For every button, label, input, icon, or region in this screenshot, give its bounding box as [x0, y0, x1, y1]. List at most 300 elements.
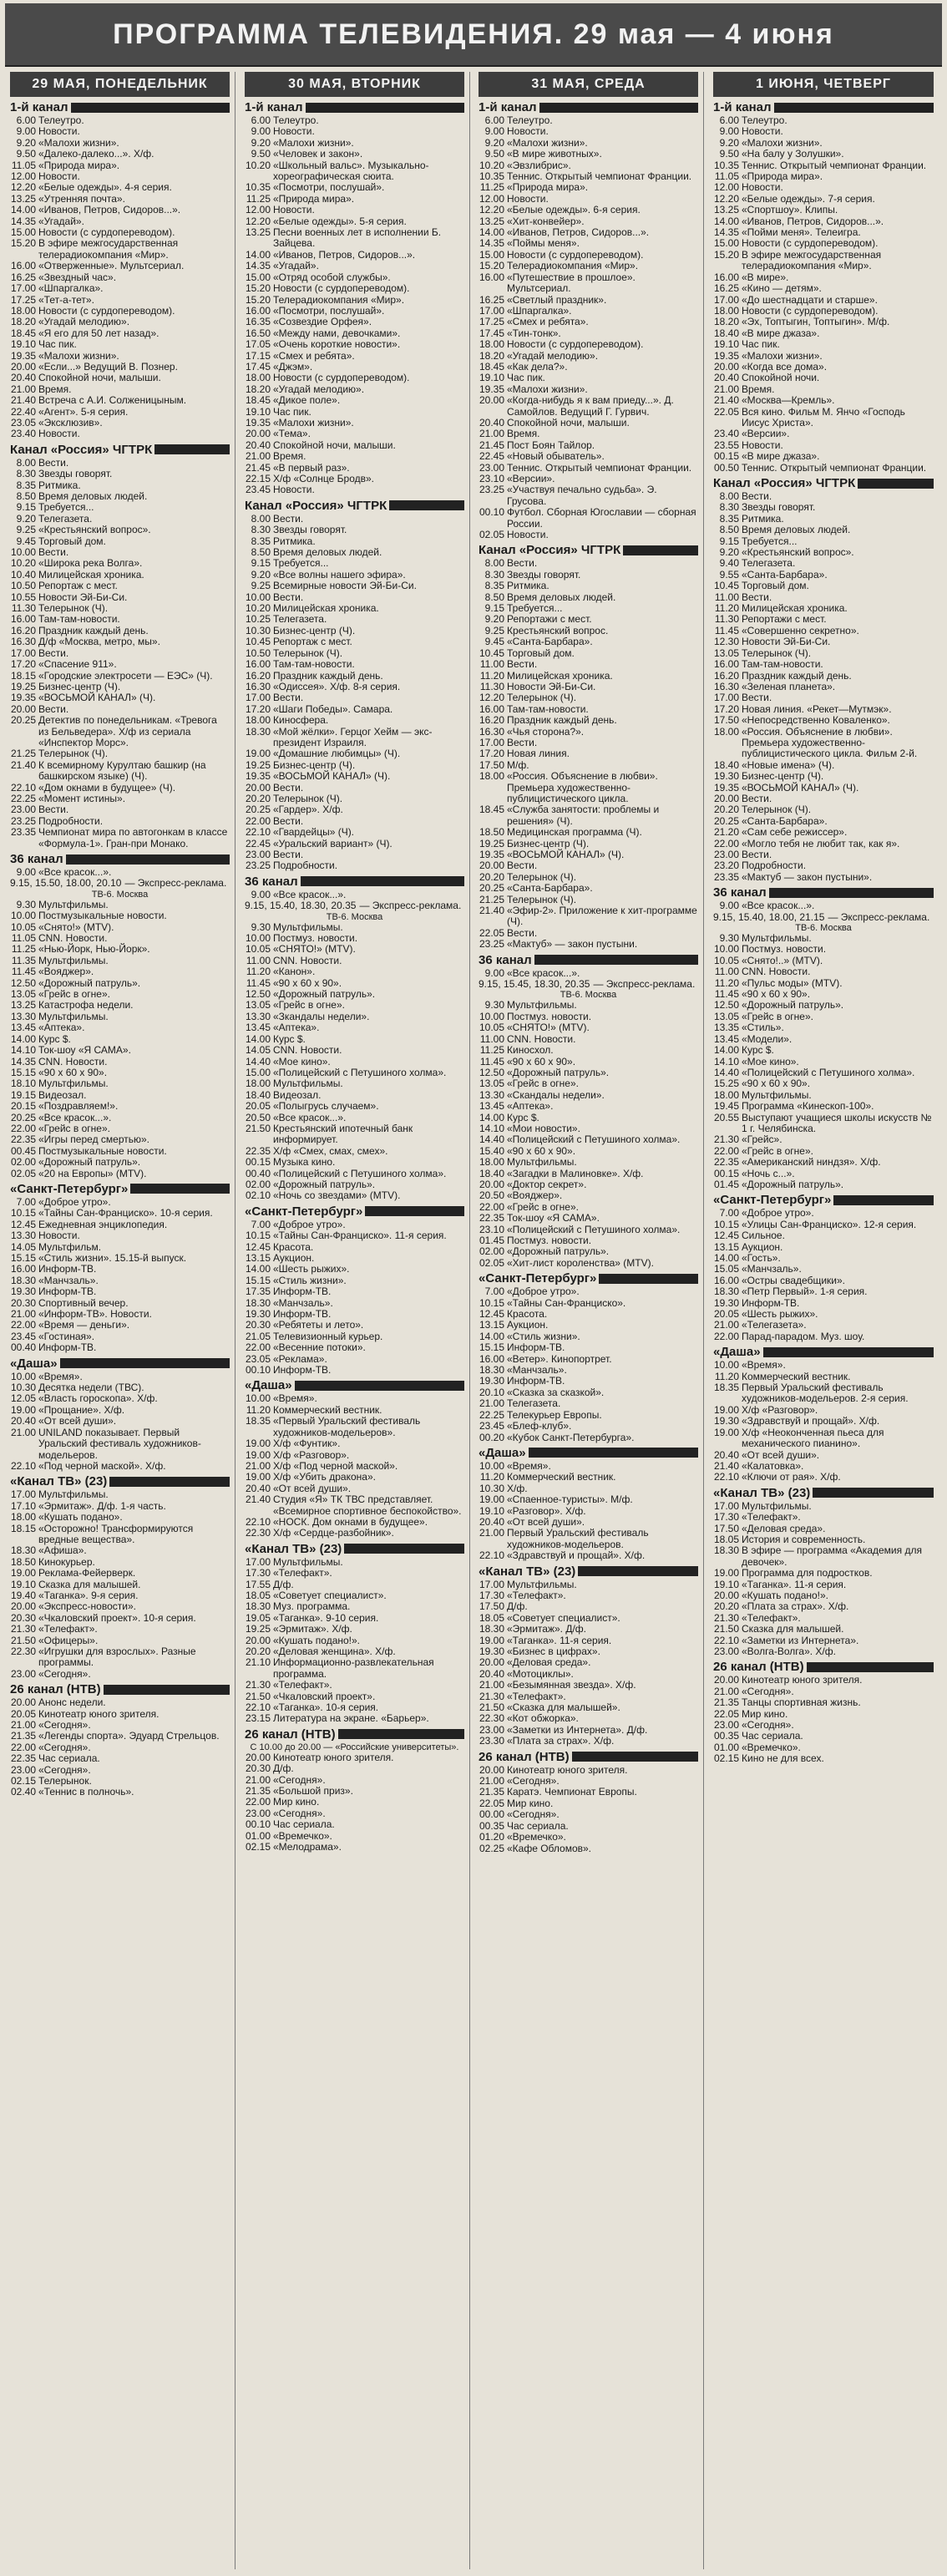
program-listing: [245, 1590, 464, 1601]
program-title: «Тайны Сан-Франциско». 10-я серия.: [38, 1207, 213, 1220]
program-time: 8.35: [251, 535, 271, 547]
page-title: ПРОГРАММА ТЕЛЕВИДЕНИЯ. 29 мая — 4 июня: [5, 3, 942, 67]
program-listing: [479, 1776, 698, 1787]
program-time: 9.00: [719, 125, 739, 138]
program-title: «Сегодня».: [273, 1807, 326, 1819]
program-title: «Природа мира».: [38, 159, 120, 171]
program-time: 20.25: [245, 804, 271, 816]
program-title: Милицейская хроника.: [742, 602, 848, 615]
program-listing: [713, 558, 934, 569]
program-time: 9.45: [484, 636, 504, 648]
program-listing: [479, 328, 698, 339]
program-listing: [10, 1624, 230, 1635]
program-time: 17.50: [479, 1600, 504, 1613]
program-time: 16.30: [245, 680, 271, 692]
program-listing: [713, 339, 934, 350]
program-title: «Школьный вальс». Музыкально-хореографическая сюита.: [273, 159, 429, 183]
program-title: «Времечко».: [273, 1829, 332, 1842]
program-title: «Тин-тонк».: [507, 327, 561, 339]
program-listing: [10, 581, 230, 591]
program-title: Вести.: [38, 702, 69, 715]
program-time: 12.00: [245, 204, 271, 216]
channel-header: [10, 1474, 230, 1488]
program-title: Время.: [742, 383, 775, 395]
channel-divider-bar: [389, 500, 464, 510]
program-time: 14.00: [479, 1111, 504, 1123]
program-listing: [479, 1472, 698, 1483]
program-title: Информационно-развлекательная программа.: [273, 1656, 434, 1680]
program-title: «Чкаловский проект». 10-я серия.: [38, 1611, 196, 1624]
program-listing: [10, 1427, 230, 1461]
program-time: 19.30: [479, 1375, 504, 1387]
program-time: 12.20: [479, 692, 504, 704]
program-listing: [10, 910, 230, 921]
program-title: «90 x 60 x 90».: [507, 1055, 576, 1067]
program-time: 20.00: [245, 1634, 271, 1646]
channel-block: [245, 875, 464, 1202]
program-title: «Доброе утро».: [273, 1218, 346, 1230]
program-listing: [245, 692, 464, 703]
program-title: Крестьянский ипотечный банк информирует.: [273, 1122, 413, 1146]
program-title: Новости.: [38, 125, 80, 138]
program-listing: [10, 194, 230, 205]
program-listing: [479, 648, 698, 659]
program-time: 16.00: [713, 658, 739, 671]
program-listing: [10, 362, 230, 373]
program-time: 21.00: [10, 383, 36, 395]
program-title: Х/ф «Разговор».: [273, 1448, 350, 1461]
program-title: Требуется...: [273, 557, 329, 570]
program-listing: [10, 395, 230, 406]
program-listing: [10, 1208, 230, 1219]
program-listing: [245, 1190, 464, 1201]
program-title: «Разговор». Х/ф.: [507, 1504, 586, 1517]
program-title: Х/ф «Убить дракона».: [273, 1471, 376, 1483]
program-title: «Канон».: [273, 966, 316, 978]
program-time: 13.15: [713, 1240, 739, 1253]
program-time: 11.00: [246, 954, 271, 966]
program-time: 23.10: [479, 473, 504, 484]
program-title: «Осторожно! Трансформируются вредные вещества».: [38, 1522, 194, 1545]
program-listing: [713, 570, 934, 581]
channel-divider-bar: [301, 876, 464, 886]
program-time: 23.00: [713, 1645, 739, 1657]
program-time: 22.05: [713, 405, 739, 418]
program-time: 10.35: [713, 159, 739, 171]
program-title: Курс $.: [38, 1032, 71, 1045]
program-listing: [245, 890, 464, 900]
program-title: Телерынок (Ч).: [507, 893, 577, 905]
program-listing: [479, 1646, 698, 1657]
program-listing: [713, 328, 934, 339]
channel-block: [479, 1750, 698, 1854]
program-title: Вести.: [273, 814, 304, 827]
program-title: История и современность.: [742, 1533, 866, 1545]
program-listing: [479, 1342, 698, 1353]
program-time: 9.30: [16, 898, 36, 910]
program-time: 22.25: [479, 1408, 504, 1421]
program-title: «Городские электросети — ЕЭС» (Ч).: [38, 669, 213, 682]
program-time: 18.45: [479, 360, 504, 373]
program-title: «Между нами, девочками».: [273, 327, 401, 339]
program-title: Ритмика.: [507, 580, 549, 592]
program-time: 18.00: [479, 338, 504, 351]
program-time: 23.45: [10, 1330, 36, 1342]
program-title: Новости.: [742, 181, 783, 194]
program-listing: [479, 1832, 698, 1843]
program-title: Звезды говорят.: [742, 501, 816, 514]
program-listing: [10, 1286, 230, 1297]
program-listing: [479, 428, 698, 439]
program-title: «Сегодня».: [38, 1763, 91, 1776]
program-title: «Офицеры».: [38, 1634, 99, 1646]
program-listing: [245, 395, 464, 406]
program-time: 18.40: [479, 1167, 504, 1179]
program-time: 10.35: [245, 181, 271, 194]
program-title: Новости.: [38, 170, 80, 183]
program-listing: [479, 171, 698, 182]
program-title: «Эксклюзив».: [38, 416, 103, 428]
program-listing: [479, 351, 698, 362]
program-title: Музыка кино.: [273, 1156, 336, 1169]
program-time: 10.00: [479, 1010, 504, 1022]
program-title: «Грейс».: [742, 1133, 782, 1146]
program-title: Там-там-новости.: [742, 658, 823, 671]
program-time: 11.25: [479, 181, 504, 194]
program-time: 13.25: [713, 204, 739, 216]
program-listing: [10, 514, 230, 525]
program-time: 13.05: [713, 1010, 739, 1022]
program-title: Новости.: [507, 192, 549, 205]
program-title: «Грейс в огне».: [38, 1122, 110, 1134]
program-title: Телекурьер Европы.: [507, 1408, 602, 1421]
program-time: 21.00: [479, 428, 504, 440]
program-time: 20.00: [245, 1751, 271, 1763]
channel-header: [245, 1727, 464, 1742]
program-title: Телерынок (Ч).: [507, 692, 577, 704]
channel-name: 36 канал: [10, 852, 63, 866]
program-listing: [713, 1067, 934, 1078]
program-time: 23.00: [10, 804, 36, 816]
program-title: Вести.: [38, 546, 69, 559]
program-time: 11.45: [479, 1055, 504, 1067]
program-time: 21.25: [479, 893, 504, 905]
program-time: 16.20: [245, 669, 271, 682]
program-time: 22.40: [10, 405, 36, 418]
program-time: 22.00: [479, 1200, 504, 1213]
program-title: Новости.: [38, 428, 80, 440]
program-time: 17.25: [10, 293, 36, 306]
program-time: 17.20: [479, 748, 504, 760]
program-time: 19.30: [713, 1415, 739, 1427]
program-title: «Дорожный патруль».: [742, 1178, 844, 1190]
program-time: 11.05: [11, 932, 36, 945]
program-title: «Времечко».: [507, 1831, 566, 1843]
program-listing: [713, 227, 934, 238]
program-title: Новости (с сурдопереводом).: [273, 372, 410, 384]
program-title: «Манчзаль».: [507, 1364, 567, 1377]
program-listing: [479, 1331, 698, 1342]
program-title: «Дорожный патруль».: [742, 999, 844, 1012]
program-time: 9.15: [16, 501, 36, 514]
program-listing: [10, 1709, 230, 1720]
program-listing: [10, 570, 230, 581]
program-listing: [10, 783, 230, 794]
program-title: Телерынок.: [38, 1775, 92, 1787]
program-listing: [245, 317, 464, 327]
program-listing: [713, 306, 934, 317]
program-listing: [479, 1691, 698, 1702]
channel-name: «Канал ТВ» (23): [713, 1485, 811, 1500]
program-time: 21.40: [245, 1493, 271, 1506]
program-time: 21.00: [245, 1773, 271, 1786]
program-title: «Деловая среда».: [742, 1522, 826, 1534]
program-time: 19.35: [713, 781, 739, 794]
program-listing: [479, 205, 698, 216]
channel-divider-bar: [338, 1729, 464, 1739]
program-title: Ток-шоу «Я САМА».: [38, 1044, 131, 1057]
program-listing: [479, 1580, 698, 1590]
program-title: Курс $.: [507, 1111, 539, 1123]
program-listing: [245, 428, 464, 439]
program-listing: [10, 491, 230, 502]
program-listing: [479, 474, 698, 484]
program-time: 8.00: [251, 512, 271, 525]
channel-header: [479, 1446, 698, 1460]
program-listing: [713, 1601, 934, 1612]
program-time: 12.45: [245, 1240, 271, 1253]
program-listing: [245, 1242, 464, 1253]
program-time: 14.35: [713, 226, 739, 239]
program-title: Песни военных лет в исполнении Б. Зайцева.: [273, 226, 442, 250]
program-time: 23.15: [245, 1712, 271, 1725]
program-listing: [479, 614, 698, 625]
program-time: 16.20: [10, 624, 36, 636]
program-title: «Отряд особой службы».: [273, 271, 391, 283]
program-listing: [479, 484, 698, 507]
program-title: Время.: [507, 428, 540, 440]
program-title: Милицейская хроника.: [38, 568, 144, 581]
program-time: 20.30: [245, 1762, 271, 1775]
channel-block: [10, 443, 230, 849]
program-time: 18.00: [245, 714, 271, 727]
program-title: Новости.: [742, 125, 783, 138]
program-title: «Аптека».: [273, 1022, 320, 1034]
program-time: 17.20: [10, 658, 36, 671]
program-time: 17.50: [713, 714, 739, 727]
program-time: 20.40: [479, 1515, 504, 1528]
program-listing: [245, 525, 464, 535]
program-listing: [10, 1765, 230, 1776]
program-listing: [10, 1646, 230, 1669]
program-title: «Плата за страх». Х/ф.: [507, 1735, 615, 1747]
program-time: 15.20: [713, 248, 739, 261]
program-time: 21.00: [479, 1527, 504, 1539]
program-listing: [713, 1697, 934, 1708]
program-title: Новости Эй-Би-Си.: [38, 591, 128, 603]
program-time: 20.00: [245, 428, 271, 440]
program-title: «Дорожный патруль».: [507, 1066, 610, 1078]
program-title: Новости (с сурдопереводом).: [38, 226, 175, 239]
program-title: Телерынок (Ч).: [742, 804, 812, 816]
program-time: 20.25: [10, 714, 36, 727]
program-listing: [713, 1179, 934, 1190]
program-listing: [10, 804, 230, 815]
program-time: 20.00: [479, 860, 504, 872]
program-time: 22.45: [479, 450, 504, 463]
program-title: Х/ф «Солнце Бродв».: [273, 473, 375, 484]
program-title: Час пик.: [742, 338, 780, 351]
program-title: «Угадай».: [273, 260, 319, 272]
program-time: 22.30: [245, 1527, 271, 1539]
program-listing: [479, 1821, 698, 1832]
program-listing: [479, 968, 698, 979]
program-time: 21.25: [10, 748, 36, 760]
day-header: 1 ИЮНЯ, ЧЕТВЕРГ: [713, 72, 934, 97]
program-time: 23.40: [713, 428, 739, 440]
program-time: 21.40: [10, 394, 36, 407]
channel-block: [479, 100, 698, 540]
program-time: 20.25: [713, 814, 739, 827]
program-title: «Загадки в Малиновке». Х/ф.: [507, 1167, 644, 1179]
program-time: 23.00: [713, 1719, 739, 1732]
program-listing: [713, 536, 934, 547]
program-listing: [10, 418, 230, 428]
program-title: Информ-ТВ.: [742, 1296, 800, 1309]
program-title: Мультфильмы.: [273, 1078, 343, 1090]
program-title: «Время».: [742, 1359, 786, 1372]
program-time: 9.25: [16, 524, 36, 536]
program-time: 17.55: [245, 1578, 271, 1590]
program-time: 11.45: [714, 988, 739, 1001]
program-title: «Иванов, Петров, Сидоров...».: [38, 204, 181, 216]
program-title: «Сегодня».: [742, 1685, 794, 1697]
program-title: «Плата за страх». Х/ф.: [742, 1600, 849, 1613]
program-time: 22.10: [245, 1701, 271, 1714]
program-time: 9.25: [484, 624, 504, 636]
program-time: 9.25: [251, 580, 271, 592]
program-listing: [10, 715, 230, 748]
program-time: 14.05: [10, 1240, 36, 1253]
program-title: Анонс недели.: [38, 1696, 106, 1709]
program-listing: [713, 989, 934, 1000]
program-title: «Санта-Барбара».: [742, 568, 828, 581]
program-listing: [10, 317, 230, 327]
program-title: Подробности.: [273, 860, 338, 872]
program-listing: [713, 648, 934, 659]
program-title: «На балу у Золушки».: [742, 148, 844, 160]
program-listing: [713, 1169, 934, 1179]
program-title: «Очень короткие новости».: [273, 338, 401, 351]
channel-name: 1-й канал: [245, 100, 303, 114]
program-time: 21.40: [10, 758, 36, 771]
program-title: Красота.: [273, 1240, 314, 1253]
program-title: «Зеленая планета».: [742, 680, 836, 692]
program-time: 9.00: [484, 125, 504, 138]
program-time: 13.35: [713, 1022, 739, 1034]
program-time: 12.50: [10, 976, 36, 989]
program-time: 10.15: [479, 1296, 504, 1309]
program-time: 14.00: [10, 1032, 36, 1045]
program-time: 11.25: [246, 192, 271, 205]
program-listing: [10, 216, 230, 227]
program-listing: [245, 1342, 464, 1353]
program-title: «Уральский вариант» (Ч).: [273, 837, 392, 849]
program-listing: [10, 671, 230, 682]
program-time: 9.20: [719, 136, 739, 149]
program-listing: [245, 306, 464, 317]
program-time: 15.15: [245, 1274, 271, 1286]
program-time: 18.15: [10, 669, 36, 682]
program-listing: [10, 1045, 230, 1056]
program-time: 8.30: [484, 568, 504, 581]
program-time: 19.25: [479, 837, 504, 849]
program-title: «Мои новости».: [507, 1122, 580, 1134]
program-title: «Стиль жизни». 15.15-й выпуск.: [38, 1252, 187, 1264]
program-listing: [10, 283, 230, 294]
program-title: Телевизионный курьер.: [273, 1330, 383, 1342]
program-listing: [479, 849, 698, 860]
program-listing: [245, 1230, 464, 1241]
program-listing: [479, 895, 698, 905]
program-title: Коммерческий вестник.: [742, 1370, 851, 1382]
program-listing: [245, 1557, 464, 1568]
program-time: 20.40: [713, 1448, 739, 1461]
program-time: 22.00: [10, 1741, 36, 1753]
channel-name: Канал «Россия» ЧГТРК: [245, 498, 387, 513]
program-listing: [713, 525, 934, 535]
program-title: «Грейс в огне».: [273, 999, 345, 1012]
program-title: Час пик.: [507, 372, 545, 384]
program-listing: [713, 1045, 934, 1056]
program-listing: [479, 1101, 698, 1112]
program-listing: [10, 1157, 230, 1168]
program-title: «Петр Первый». 1-я серия.: [742, 1285, 868, 1298]
program-title: Постмузыкальные новости.: [38, 1144, 167, 1157]
program-listing: [245, 1494, 464, 1517]
program-time: 18.30: [713, 1285, 739, 1298]
program-time: 20.40: [245, 1482, 271, 1494]
program-title: Парад-парадом. Муз. шоу.: [742, 1330, 865, 1342]
program-listing: [245, 827, 464, 838]
program-title: Видеозал.: [38, 1088, 87, 1101]
program-time: 15.00: [713, 237, 739, 250]
program-title: CNN. Новости.: [38, 1055, 108, 1067]
program-title: «Полицейский с Петушиного холма».: [507, 1133, 681, 1146]
program-listing: [245, 295, 464, 306]
program-title: «Спортшоу». Клипы.: [742, 204, 838, 216]
program-time: 20.20: [713, 1600, 739, 1613]
program-listing: [479, 1012, 698, 1022]
program-listing: [713, 1568, 934, 1579]
program-title: «Время».: [38, 1370, 83, 1382]
program-listing: [245, 816, 464, 827]
program-time: 10.30: [10, 1382, 36, 1394]
program-listing: [245, 978, 464, 989]
program-title: Выступают учащиеся школы искусств № 1 г. Челябинска.: [742, 1111, 932, 1134]
program-time: 21.00: [10, 1719, 36, 1732]
program-listing: [713, 351, 934, 362]
program-listing: [245, 1657, 464, 1680]
program-time: 10.25: [245, 613, 271, 626]
program-title: «Телефакт».: [507, 1589, 566, 1601]
program-title: Час сериала.: [507, 1819, 569, 1832]
program-listing: [479, 373, 698, 383]
program-title: «Иванов, Петров, Сидоров...».: [273, 248, 416, 261]
program-time: 19.25: [245, 758, 271, 771]
program-time: 13.15: [479, 1319, 504, 1331]
program-listing: [10, 138, 230, 149]
